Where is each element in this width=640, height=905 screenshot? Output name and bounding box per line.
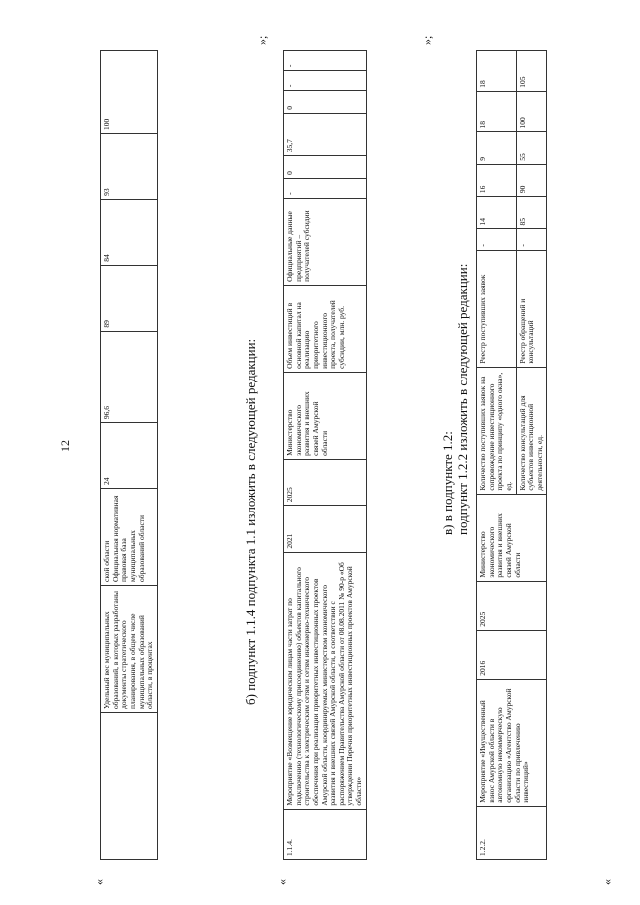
table-1 xyxy=(100,50,158,860)
quote-open: « xyxy=(92,879,106,885)
quote-open: « xyxy=(600,879,614,885)
quote-open: « xyxy=(275,879,289,885)
quote-close: »; xyxy=(420,35,434,45)
quote-close: »; xyxy=(255,35,269,45)
page-number: 12 xyxy=(58,440,72,452)
value-cell: 89 xyxy=(101,265,158,331)
value-cell: 96,6 xyxy=(101,331,158,422)
section-c2: подпункт 1.2.2 изложить в следующей редакции: xyxy=(455,263,470,535)
row-num: 1.1.4. xyxy=(284,809,367,859)
source-cell: ской области Официальная нормативная правовая база муниципальных образований области xyxy=(101,489,158,586)
section-c1: в) в подпункте 1.2: xyxy=(440,431,455,535)
value-cell: 24 xyxy=(101,423,158,489)
value-cell: 93 xyxy=(101,133,158,199)
indicator-cell: Удельный вес муниципальных образований, в которых разработаны документы стратегического планирования, в общем числе муниципальных образований области, в процентах xyxy=(101,586,158,713)
section-b: б) подпункт 1.1.4 подпункта 1.1 изложить в следующей редакции: xyxy=(243,338,258,705)
value-cell: 84 xyxy=(101,199,158,265)
table-2: 1.1.4. Мероприятие «Возмещение юридическим лицам части затрат по подключению (технологическому присоединению) объектов капитального строительства к электрическим сетям и сетям инженерно-технического обеспечения при реализации приоритетных инвестиционных проектов Амурской области, координируемых министерством экономического развития и внешних связей Амурской области, в соответствии с распоряжением Правительства Амурской области от 08.08.2011 № 90-р «Об утверждении Перечня приоритетных инвестиционных проектов Амурской области» 2021 2025 Министерство экономического развития и внешних связей Амурской области Объем инвестиций в основной капитал на реализацию приоритетного инвестиционного проекта, получателей субсидии, млн. руб. Официальные данные предприятий – получателей субсидии - 0 35,7 0 - - xyxy=(283,50,367,860)
value-cell: 100 xyxy=(101,51,158,134)
table-3: 1.2.2. Мероприятие «Имущественный взнос Амурской области в автономную некоммерческую организацию «Агентство Амурской области по привлечению инвестиций» 2016 2025 Министерство экономического развития и внешних связей Амурской области Количество поступивших заявок на сопровождение инвестиционного проекта по принципу «одного окна», ед. Реестр поступивших заявок - 14 16 9 18 18 Количество консультаций для субъектов инвестиционной деятельности, ед. Реестр обращений и консультаций - 85 90 55 100 105 xyxy=(476,50,547,860)
measure-name: Мероприятие «Возмещение юридическим лицам части затрат по подключению (технологическому присоединению) объектов капитального строительства к электрическим сетям и сетям инженерно-технического обеспечения при реализации приоритетных инвестиционных проектов Амурской области, координируемых министерством экономического развития и внешних связей Амурской области, в соответствии с распоряжением Правительства Амурской области от 08.08.2011 № 90-р «Об утверждении Перечня приоритетных инвестиционных проектов Амурской области» xyxy=(284,552,367,809)
